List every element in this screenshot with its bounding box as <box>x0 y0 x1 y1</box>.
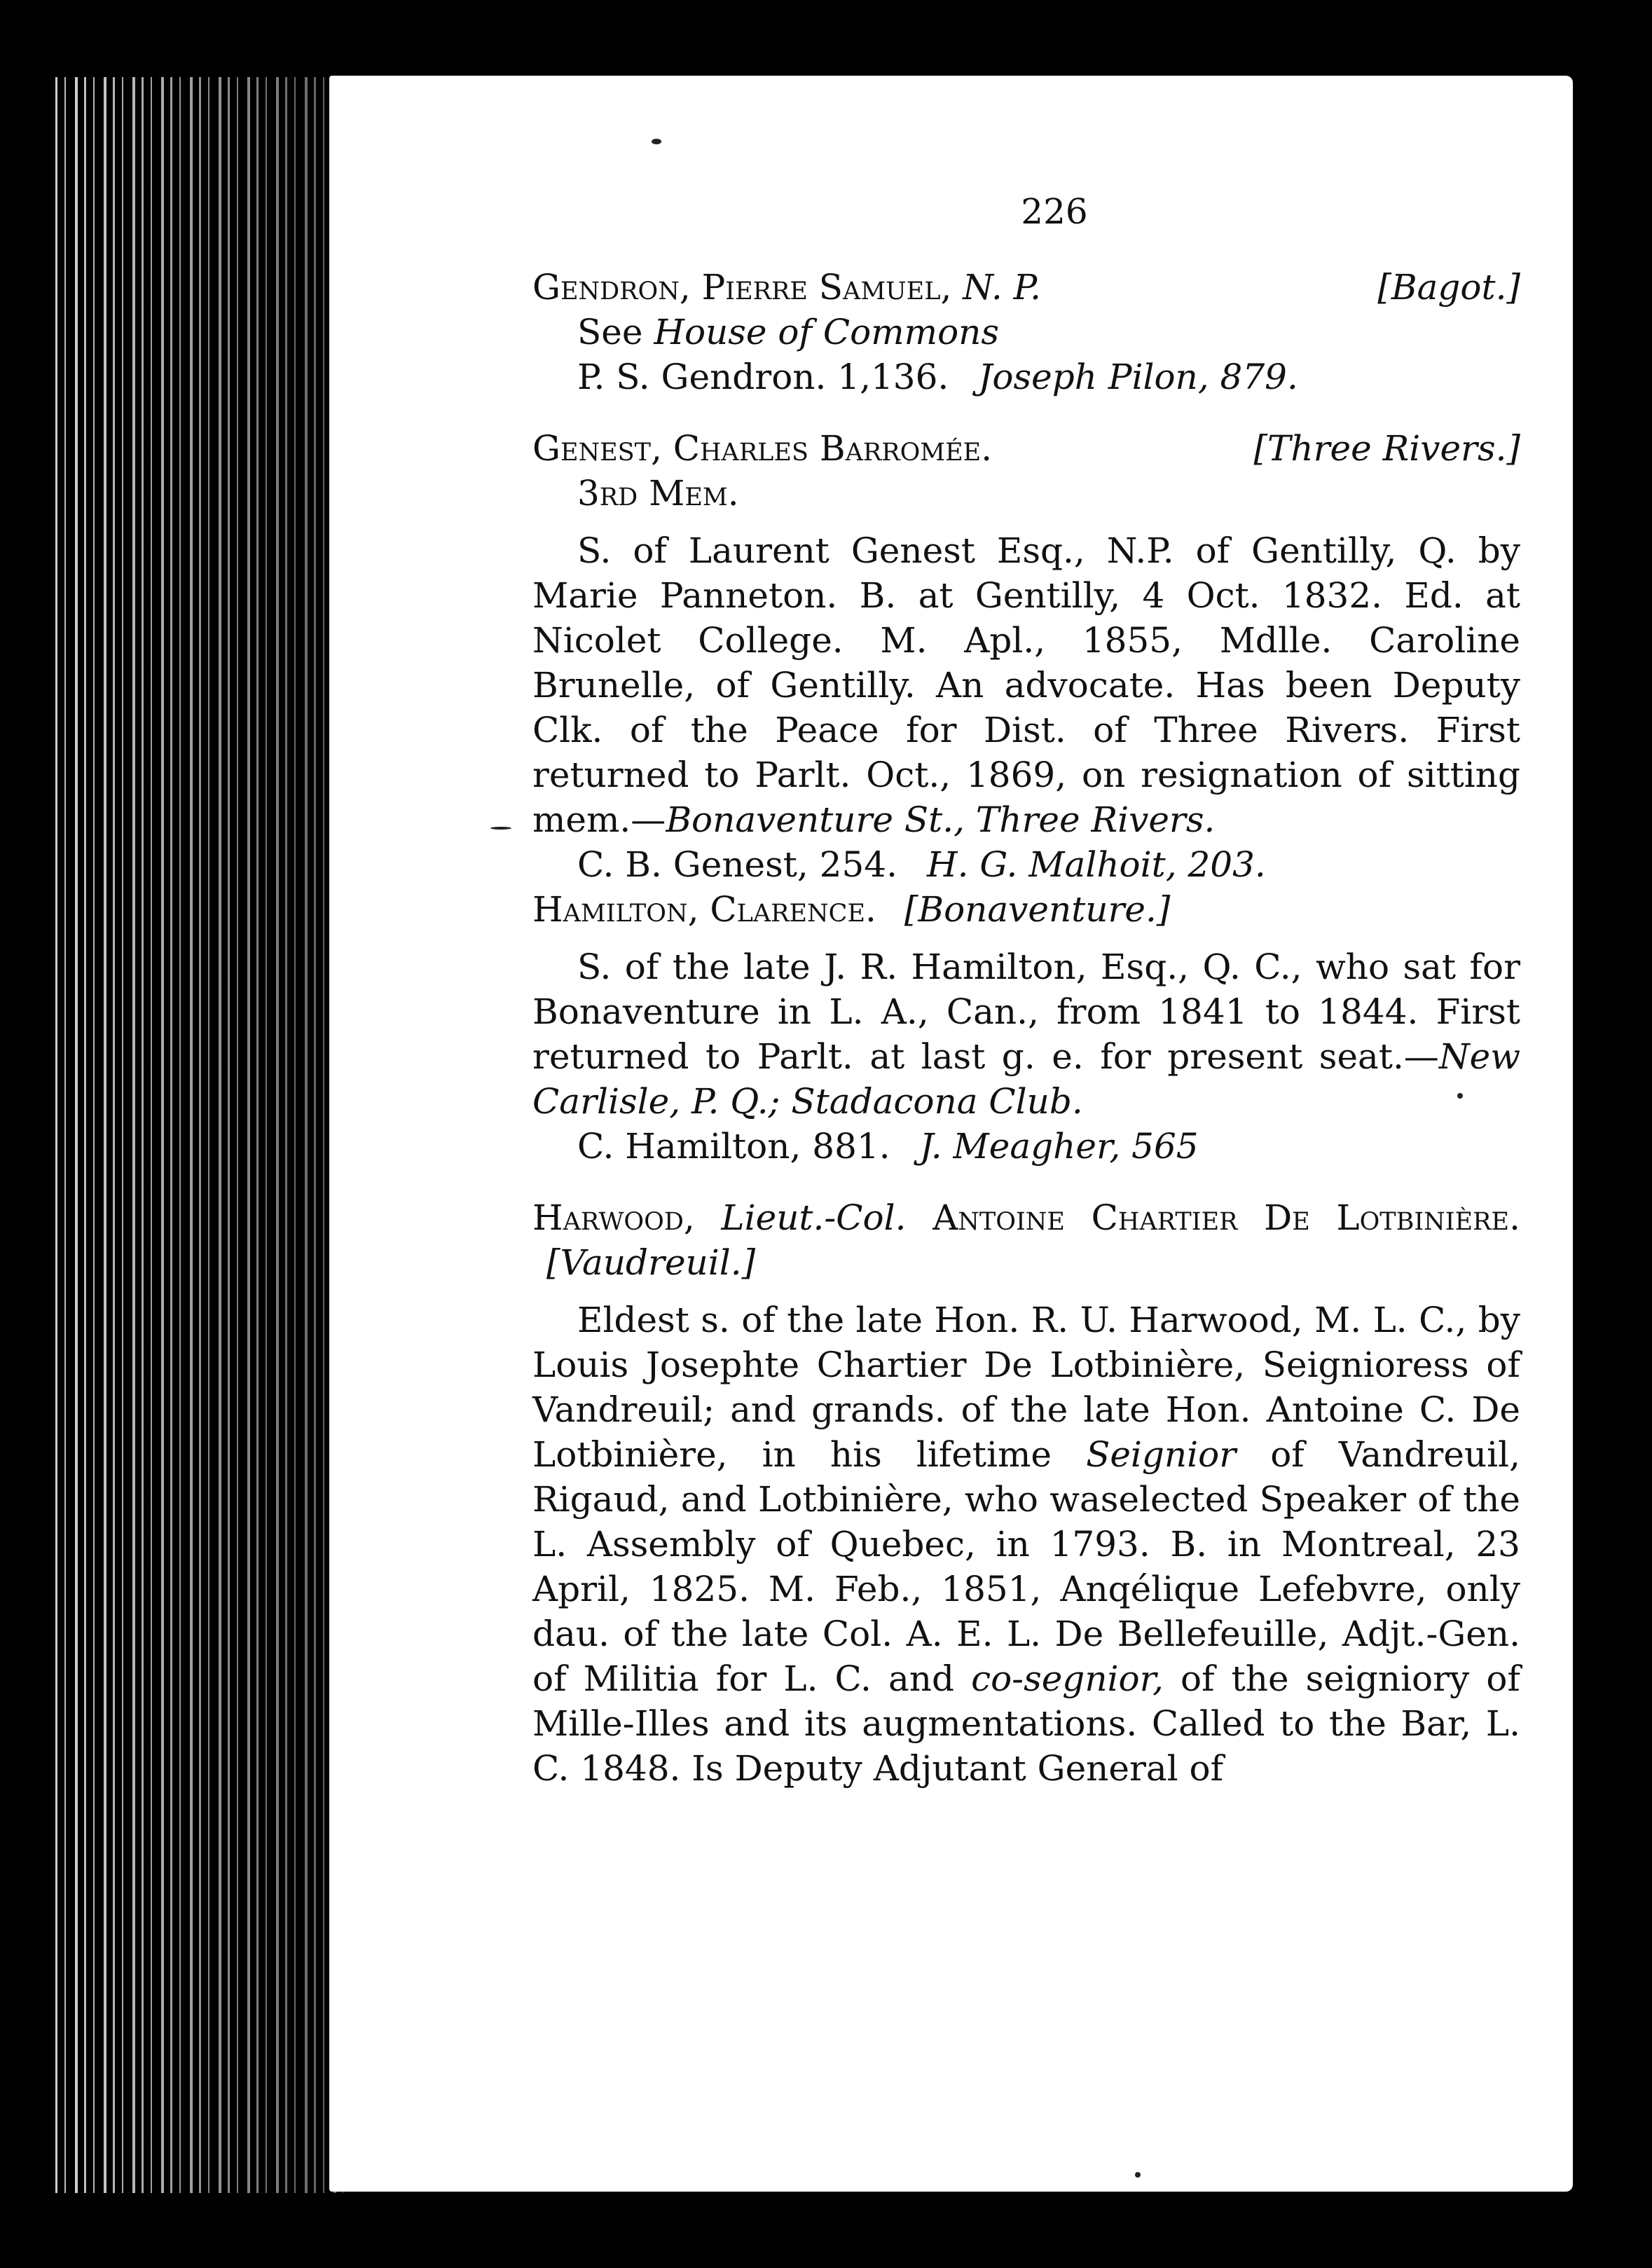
biography: S. of the late J. R. Hamilton, Esq., Q. C., who sat for Bonaventure in L. A., Can., from 1841 to 1844. First returned to Parlt. at last g. e. for present seat.—New Carlisle, P. Q.; Stadacona Club. <box>532 947 1520 1122</box>
biography: S. of Laurent Genest Esq., N.P. of Gentilly, Q. by Marie Panneton. B. at Gentilly, 4 Oct. 1832. Ed. at Nicolet College. M. Apl., 1855, Mdlle. Caroline Brunelle, of Gentilly. An advocate. Has been Deputy Clk. of the Peace for Dist. of Three Rivers. First returned to Parlt. Oct., 1869, on resignation of sitting mem.—Bonaventure St., Three Rivers. <box>532 530 1520 840</box>
member-name: Genest, Charles Barromée. <box>532 428 993 469</box>
entry-harwood <box>532 1195 1520 1791</box>
election-result <box>532 842 1520 887</box>
loser-votes: H. G. Malhoit, 203. <box>926 844 1266 885</box>
page-text <box>532 189 1520 1791</box>
election-result <box>532 1124 1520 1169</box>
riding: [Three Rivers.] <box>1253 428 1520 469</box>
entry-heading <box>532 426 1520 471</box>
address: Bonaventure St., Three Rivers. <box>666 799 1216 840</box>
winner-votes: P. S. Gendron. 1,136. <box>577 357 949 397</box>
cross-reference: See House of Commons <box>577 312 1000 352</box>
loser-votes: J. Meagher, 565 <box>919 1126 1199 1167</box>
riding: [Bagot.] <box>1377 267 1520 308</box>
entry-heading <box>532 265 1520 310</box>
entry-hamilton <box>532 887 1520 1169</box>
member-rank: Lieut.-Col. <box>721 1197 907 1238</box>
member-name: Hamilton, Clarence. <box>532 889 876 930</box>
entry-genest <box>532 426 1520 887</box>
loser-votes: Joseph Pilon, 879. <box>978 357 1298 397</box>
riding: [Bonaventure.] <box>904 889 1171 930</box>
entry-heading <box>532 1195 1520 1285</box>
member-subline: 3rd Mem. <box>577 473 739 514</box>
winner-votes: C. B. Genest, 254. <box>577 844 897 885</box>
entry-heading <box>532 887 1520 932</box>
page-number: 226 <box>1021 191 1088 232</box>
election-result <box>532 355 1520 399</box>
ink-speck <box>1135 2172 1141 2178</box>
entry-gendron <box>532 265 1520 399</box>
member-name: Gendron, Pierre Samuel, <box>532 267 952 308</box>
member-name-continued: Antoine Chartier De Lotbinière. <box>932 1197 1520 1238</box>
winner-votes: C. Hamilton, 881. <box>577 1126 890 1167</box>
riding: [Vaudreuil.] <box>546 1242 756 1283</box>
biography: Eldest s. of the late Hon. R. U. Harwood, M. L. C., by Louis Josephte Chartier De Lotbinière, Seignioress of Vandreuil; and grands. of the late Hon. Antoine C. De Lotbinière, in his lifetime Seignior of Vandreuil, Rigaud, and Lotbinière, who waselected Speaker of the L. Assembly of Quebec, in 1793. B. in Montreal, 23 April, 1825. M. Feb., 1851, Anqélique Lefebvre, only dau. of the late Col. A. E. L. De Bellefeuille, Adjt.-Gen. of Militia for L. C. and co-segnior, of the seigniory of Mille-Illes and its augmentations. Called to the Bar, L. C. 1848. Is Deputy Adjutant General of <box>532 1300 1520 1789</box>
ink-speck <box>490 827 511 830</box>
address: New Carlisle, P. Q.; Stadacona Club. <box>532 1036 1520 1122</box>
member-title: N. P. <box>963 267 1042 308</box>
member-name: Harwood, <box>532 1197 695 1238</box>
ink-speck <box>652 139 661 144</box>
book-edge-shadow <box>49 77 343 2193</box>
